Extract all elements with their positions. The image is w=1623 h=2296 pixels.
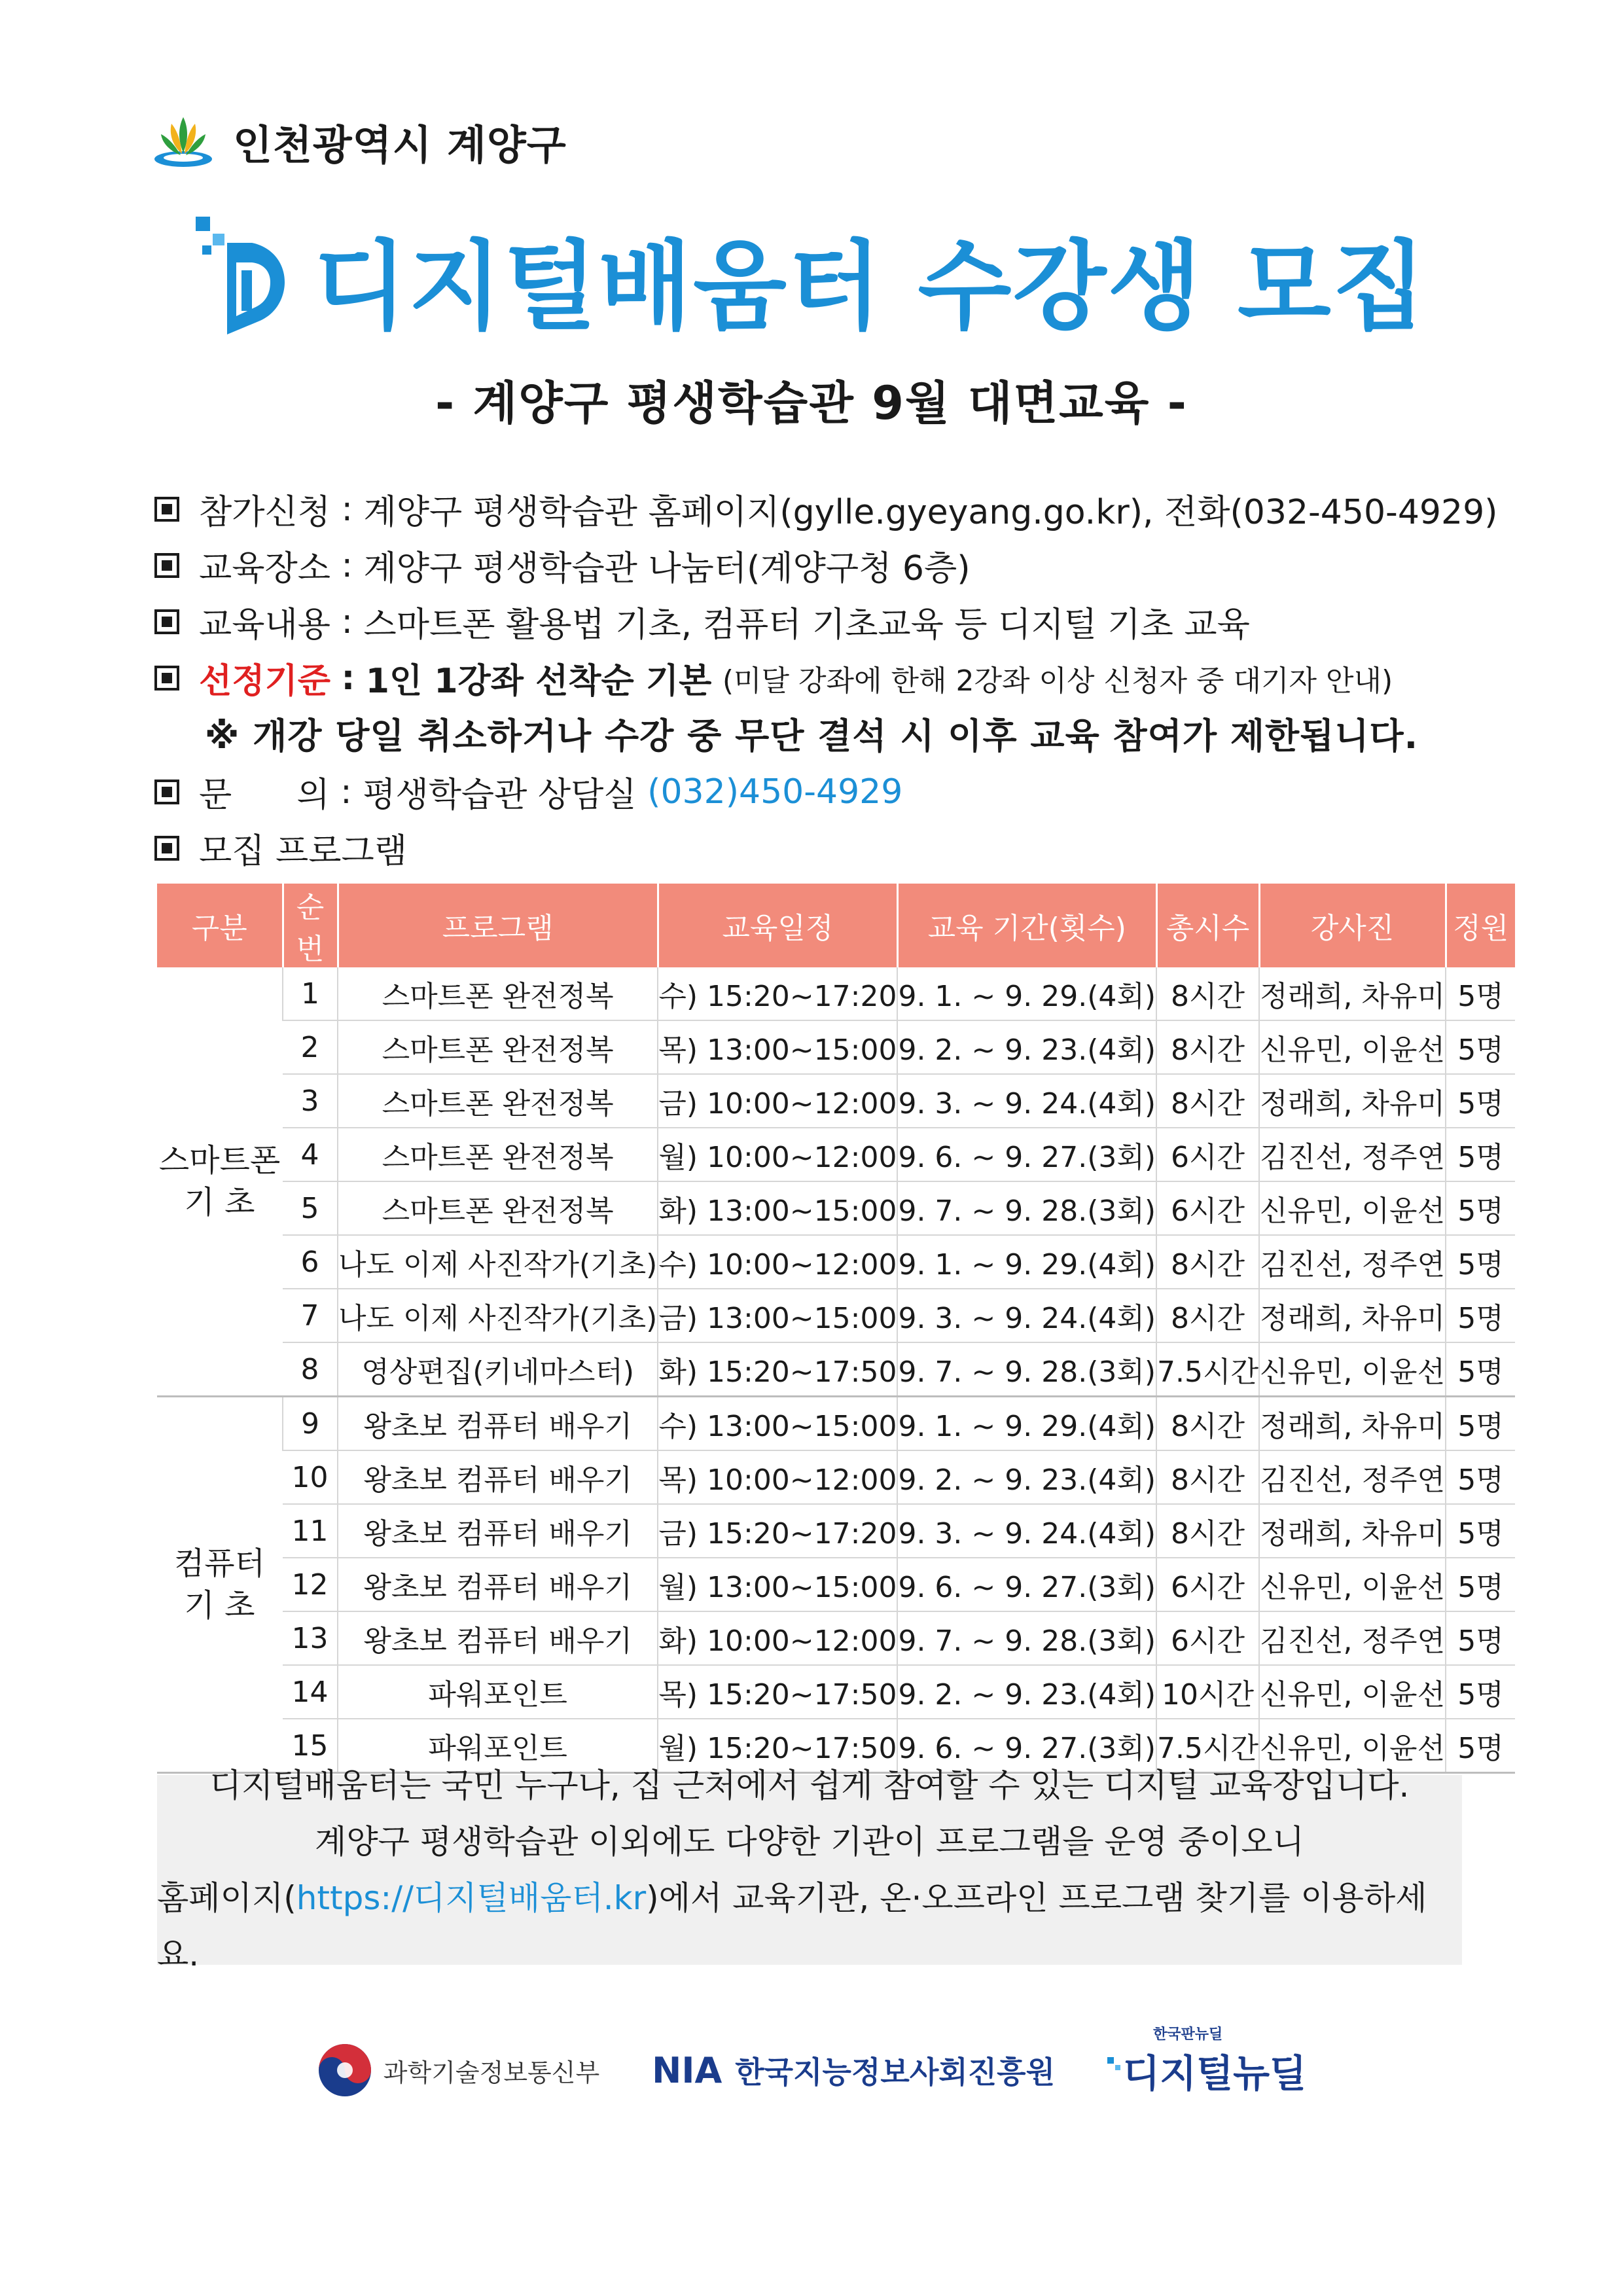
- program-cell: 왕초보 컴퓨터 배우기: [338, 1558, 658, 1611]
- instructor-cell: 정래희, 차유미: [1259, 1074, 1446, 1128]
- seq-cell: 3: [283, 1074, 338, 1128]
- seq-cell: 4: [283, 1128, 338, 1181]
- new-deal-subtitle: 한국판뉴딜: [1153, 2026, 1223, 2043]
- digital-new-deal-logo: [1107, 2026, 1307, 2098]
- period-cell: 9. 3. ~ 9. 24.(4회): [897, 1074, 1156, 1128]
- hours-cell: 8시간: [1156, 1235, 1259, 1289]
- capacity-cell: 5명: [1446, 1450, 1515, 1504]
- table-body: [157, 967, 1515, 1773]
- category-cell: 컴퓨터 기 초: [157, 1397, 283, 1773]
- program-cell: 왕초보 컴퓨터 배우기: [338, 1397, 658, 1451]
- seq-cell: 13: [283, 1611, 338, 1665]
- period-cell: 9. 7. ~ 9. 28.(3회): [897, 1611, 1156, 1665]
- period-cell: 9. 2. ~ 9. 23.(4회): [897, 1020, 1156, 1074]
- info-place: 교육장소 : 계양구 평생학습관 나눔터(계양구청 6층): [154, 541, 971, 590]
- program-cell: 스마트폰 완전정복: [338, 1020, 658, 1074]
- program-cell: 나도 이제 사진작가(기초): [338, 1289, 658, 1342]
- instructor-cell: 김진선, 정주연: [1259, 1235, 1446, 1289]
- sponsor-logos: [0, 2026, 1623, 2098]
- table-header-cell: 교육 기간(횟수): [897, 884, 1156, 967]
- schedule-cell: 목) 13:00~15:00: [658, 1020, 897, 1074]
- instructor-cell: 신유민, 이윤선: [1259, 1020, 1446, 1074]
- program-cell: 스마트폰 완전정복: [338, 1181, 658, 1235]
- table-row: [157, 1235, 1515, 1289]
- table-row: [157, 967, 1515, 1020]
- table-row: [157, 1342, 1515, 1397]
- homepage-link[interactable]: https://디지털배움터.kr: [296, 1879, 647, 1917]
- schedule-cell: 월) 13:00~15:00: [658, 1558, 897, 1611]
- seq-cell: 15: [283, 1719, 338, 1773]
- seq-cell: 14: [283, 1665, 338, 1719]
- instructor-cell: 신유민, 이윤선: [1259, 1181, 1446, 1235]
- hours-cell: 6시간: [1156, 1181, 1259, 1235]
- table-header-cell: 정원: [1446, 884, 1515, 967]
- period-cell: 9. 2. ~ 9. 23.(4회): [897, 1665, 1156, 1719]
- schedule-cell: 수) 15:20~17:20: [658, 967, 897, 1020]
- instructor-cell: 김진선, 정주연: [1259, 1611, 1446, 1665]
- capacity-cell: 5명: [1446, 1558, 1515, 1611]
- msit-name: 과학기술정보통신부: [383, 2058, 600, 2087]
- instructor-cell: 신유민, 이윤선: [1259, 1665, 1446, 1719]
- bullet-square-icon: [154, 836, 179, 861]
- capacity-cell: 5명: [1446, 1665, 1515, 1719]
- capacity-cell: 5명: [1446, 1342, 1515, 1397]
- info-program: 모집 프로그램: [154, 823, 407, 872]
- header: [152, 113, 567, 171]
- footer-line: 디지털배움터는 국민 누구나, 집 근처에서 쉽게 참여할 수 있는 디지털 교육장입니다.: [209, 1767, 1410, 1804]
- schedule-cell: 화) 15:20~17:50: [658, 1342, 897, 1397]
- table-row: [157, 1397, 1515, 1451]
- org-name: 인천광역시 계양구: [233, 121, 567, 169]
- hours-cell: 8시간: [1156, 1504, 1259, 1558]
- table-row: [157, 1665, 1515, 1719]
- hours-cell: 8시간: [1156, 1074, 1259, 1128]
- period-cell: 9. 6. ~ 9. 27.(3회): [897, 1719, 1156, 1773]
- schedule-cell: 화) 13:00~15:00: [658, 1181, 897, 1235]
- instructor-cell: 정래희, 차유미: [1259, 1289, 1446, 1342]
- period-cell: 9. 6. ~ 9. 27.(3회): [897, 1128, 1156, 1181]
- schedule-cell: 금) 10:00~12:00: [658, 1074, 897, 1128]
- capacity-cell: 5명: [1446, 1504, 1515, 1558]
- capacity-cell: 5명: [1446, 967, 1515, 1020]
- instructor-cell: 신유민, 이윤선: [1259, 1719, 1446, 1773]
- footer-info-box: [157, 1767, 1462, 1973]
- nia-logo: [599, 2049, 1055, 2092]
- program-cell: 영상편집(키네마스터): [338, 1342, 658, 1397]
- hours-cell: 6시간: [1156, 1128, 1259, 1181]
- footer-line: 계양구 평생학습관 이외에도 다양한 기관이 프로그램을 운영 중이오니: [315, 1823, 1304, 1861]
- capacity-cell: 5명: [1446, 1719, 1515, 1773]
- program-cell: 파워포인트: [338, 1665, 658, 1719]
- capacity-cell: 5명: [1446, 1181, 1515, 1235]
- table-row: [157, 1289, 1515, 1342]
- program-cell: 스마트폰 완전정복: [338, 967, 658, 1020]
- info-content: 교육내용 : 스마트폰 활용법 기초, 컴퓨터 기초교육 등 디지털 기초 교육: [154, 597, 1250, 646]
- period-cell: 9. 7. ~ 9. 28.(3회): [897, 1342, 1156, 1397]
- info-inquiry: 문 의 : 평생학습관 상담실 (032)450-4929: [154, 767, 902, 816]
- seq-cell: 6: [283, 1235, 338, 1289]
- instructor-cell: 정래희, 차유미: [1259, 1397, 1446, 1451]
- hours-cell: 7.5시간: [1156, 1719, 1259, 1773]
- capacity-cell: 5명: [1446, 1128, 1515, 1181]
- table-header-cell: 프로그램: [338, 884, 658, 967]
- table-header-cell: 강사진: [1259, 884, 1446, 967]
- hours-cell: 10시간: [1156, 1665, 1259, 1719]
- hours-cell: 8시간: [1156, 1289, 1259, 1342]
- new-deal-name: 디지털뉴딜: [1123, 2051, 1307, 2096]
- table-row: [157, 1020, 1515, 1074]
- seq-cell: 1: [283, 967, 338, 1020]
- capacity-cell: 5명: [1446, 1397, 1515, 1451]
- footer-line: 홈페이지(https://디지털배움터.kr)에서 교육기관, 온·오프라인 프로그램 찾기를 이용하세요.: [157, 1879, 1427, 1973]
- program-cell: 스마트폰 완전정복: [338, 1074, 658, 1128]
- instructor-cell: 신유민, 이윤선: [1259, 1342, 1446, 1397]
- schedule-cell: 월) 15:20~17:50: [658, 1719, 897, 1773]
- hours-cell: 6시간: [1156, 1611, 1259, 1665]
- capacity-cell: 5명: [1446, 1020, 1515, 1074]
- taegeuk-icon: [317, 2042, 373, 2098]
- schedule-cell: 금) 13:00~15:00: [658, 1289, 897, 1342]
- program-cell: 왕초보 컴퓨터 배우기: [338, 1611, 658, 1665]
- program-cell: 왕초보 컴퓨터 배우기: [338, 1504, 658, 1558]
- period-cell: 9. 2. ~ 9. 23.(4회): [897, 1450, 1156, 1504]
- hours-cell: 8시간: [1156, 1397, 1259, 1451]
- instructor-cell: 정래희, 차유미: [1259, 967, 1446, 1020]
- period-cell: 9. 3. ~ 9. 24.(4회): [897, 1289, 1156, 1342]
- instructor-cell: 김진선, 정주연: [1259, 1450, 1446, 1504]
- bullet-square-icon: [154, 780, 179, 804]
- program-cell: 왕초보 컴퓨터 배우기: [338, 1450, 658, 1504]
- period-cell: 9. 1. ~ 9. 29.(4회): [897, 1235, 1156, 1289]
- hours-cell: 6시간: [1156, 1558, 1259, 1611]
- instructor-cell: 김진선, 정주연: [1259, 1128, 1446, 1181]
- seq-cell: 11: [283, 1504, 338, 1558]
- seq-cell: 12: [283, 1558, 338, 1611]
- info-apply: 참가신청 : 계양구 평생학습관 홈페이지(gylle.gyeyang.go.kr), 전화(032-450-4929): [154, 484, 1497, 533]
- seq-cell: 2: [283, 1020, 338, 1074]
- schedule-cell: 금) 15:20~17:20: [658, 1504, 897, 1558]
- gyeyang-logo-icon: [152, 115, 215, 170]
- period-cell: 9. 6. ~ 9. 27.(3회): [897, 1558, 1156, 1611]
- program-schedule-table: [157, 884, 1515, 1774]
- seq-cell: 5: [283, 1181, 338, 1235]
- hours-cell: 8시간: [1156, 1450, 1259, 1504]
- bullet-square-icon: [154, 497, 179, 522]
- table-row: [157, 1558, 1515, 1611]
- instructor-cell: 정래희, 차유미: [1259, 1504, 1446, 1558]
- table-row: [157, 1181, 1515, 1235]
- table-header-row: [157, 884, 1515, 967]
- digital-baeumteo-logo-icon: [196, 217, 287, 341]
- inquiry-phone: (032)450-4929: [647, 772, 903, 812]
- msit-logo: [317, 2042, 599, 2098]
- table-header-cell: 구분: [157, 884, 283, 967]
- capacity-cell: 5명: [1446, 1074, 1515, 1128]
- table-row: [157, 1128, 1515, 1181]
- schedule-cell: 목) 15:20~17:50: [658, 1665, 897, 1719]
- seq-cell: 7: [283, 1289, 338, 1342]
- nia-mark: NIA: [652, 2049, 722, 2091]
- hours-cell: 8시간: [1156, 967, 1259, 1020]
- period-cell: 9. 1. ~ 9. 29.(4회): [897, 1397, 1156, 1451]
- capacity-cell: 5명: [1446, 1289, 1515, 1342]
- table-row: [157, 1074, 1515, 1128]
- period-cell: 9. 1. ~ 9. 29.(4회): [897, 967, 1156, 1020]
- info-criteria: 선정기준 : 1인 1강좌 선착순 기본 (미달 강좌에 한해 2강좌 이상 신청자 중 대기자 안내): [154, 653, 1393, 702]
- seq-cell: 8: [283, 1342, 338, 1397]
- schedule-cell: 목) 10:00~12:00: [658, 1450, 897, 1504]
- instructor-cell: 신유민, 이윤선: [1259, 1558, 1446, 1611]
- table-row: [157, 1504, 1515, 1558]
- program-cell: 나도 이제 사진작가(기초): [338, 1235, 658, 1289]
- table-row: [157, 1450, 1515, 1504]
- program-cell: 파워포인트: [338, 1719, 658, 1773]
- seq-cell: 10: [283, 1450, 338, 1504]
- new-deal-dots-icon: [1107, 2057, 1123, 2083]
- table-row: [157, 1611, 1515, 1665]
- program-cell: 스마트폰 완전정복: [338, 1128, 658, 1181]
- table-header-cell: 순번: [283, 884, 338, 967]
- period-cell: 9. 7. ~ 9. 28.(3회): [897, 1181, 1156, 1235]
- category-cell: 스마트폰 기 초: [157, 967, 283, 1397]
- hours-cell: 8시간: [1156, 1020, 1259, 1074]
- seq-cell: 9: [283, 1397, 338, 1451]
- warning-note: ※ 개강 당일 취소하거나 수강 중 무단 결석 시 이후 교육 참여가 제한됩니다.: [204, 715, 1419, 757]
- page-title: 디지털배움터 수강생 모집: [313, 230, 1427, 343]
- schedule-cell: 월) 10:00~12:00: [658, 1128, 897, 1181]
- title-block: [0, 209, 1623, 348]
- schedule-cell: 수) 10:00~12:00: [658, 1235, 897, 1289]
- period-cell: 9. 3. ~ 9. 24.(4회): [897, 1504, 1156, 1558]
- bullet-square-icon: [154, 666, 179, 691]
- schedule-cell: 화) 10:00~12:00: [658, 1611, 897, 1665]
- table-header-cell: 교육일정: [658, 884, 897, 967]
- capacity-cell: 5명: [1446, 1235, 1515, 1289]
- schedule-cell: 수) 13:00~15:00: [658, 1397, 897, 1451]
- bullet-square-icon: [154, 553, 179, 578]
- table-header-cell: 총시수: [1156, 884, 1259, 967]
- bullet-square-icon: [154, 609, 179, 634]
- nia-name: 한국지능정보사회진흥원: [735, 2054, 1056, 2090]
- hours-cell: 7.5시간: [1156, 1342, 1259, 1397]
- page-subtitle: - 계양구 평생학습관 9월 대면교육 -: [435, 376, 1188, 430]
- capacity-cell: 5명: [1446, 1611, 1515, 1665]
